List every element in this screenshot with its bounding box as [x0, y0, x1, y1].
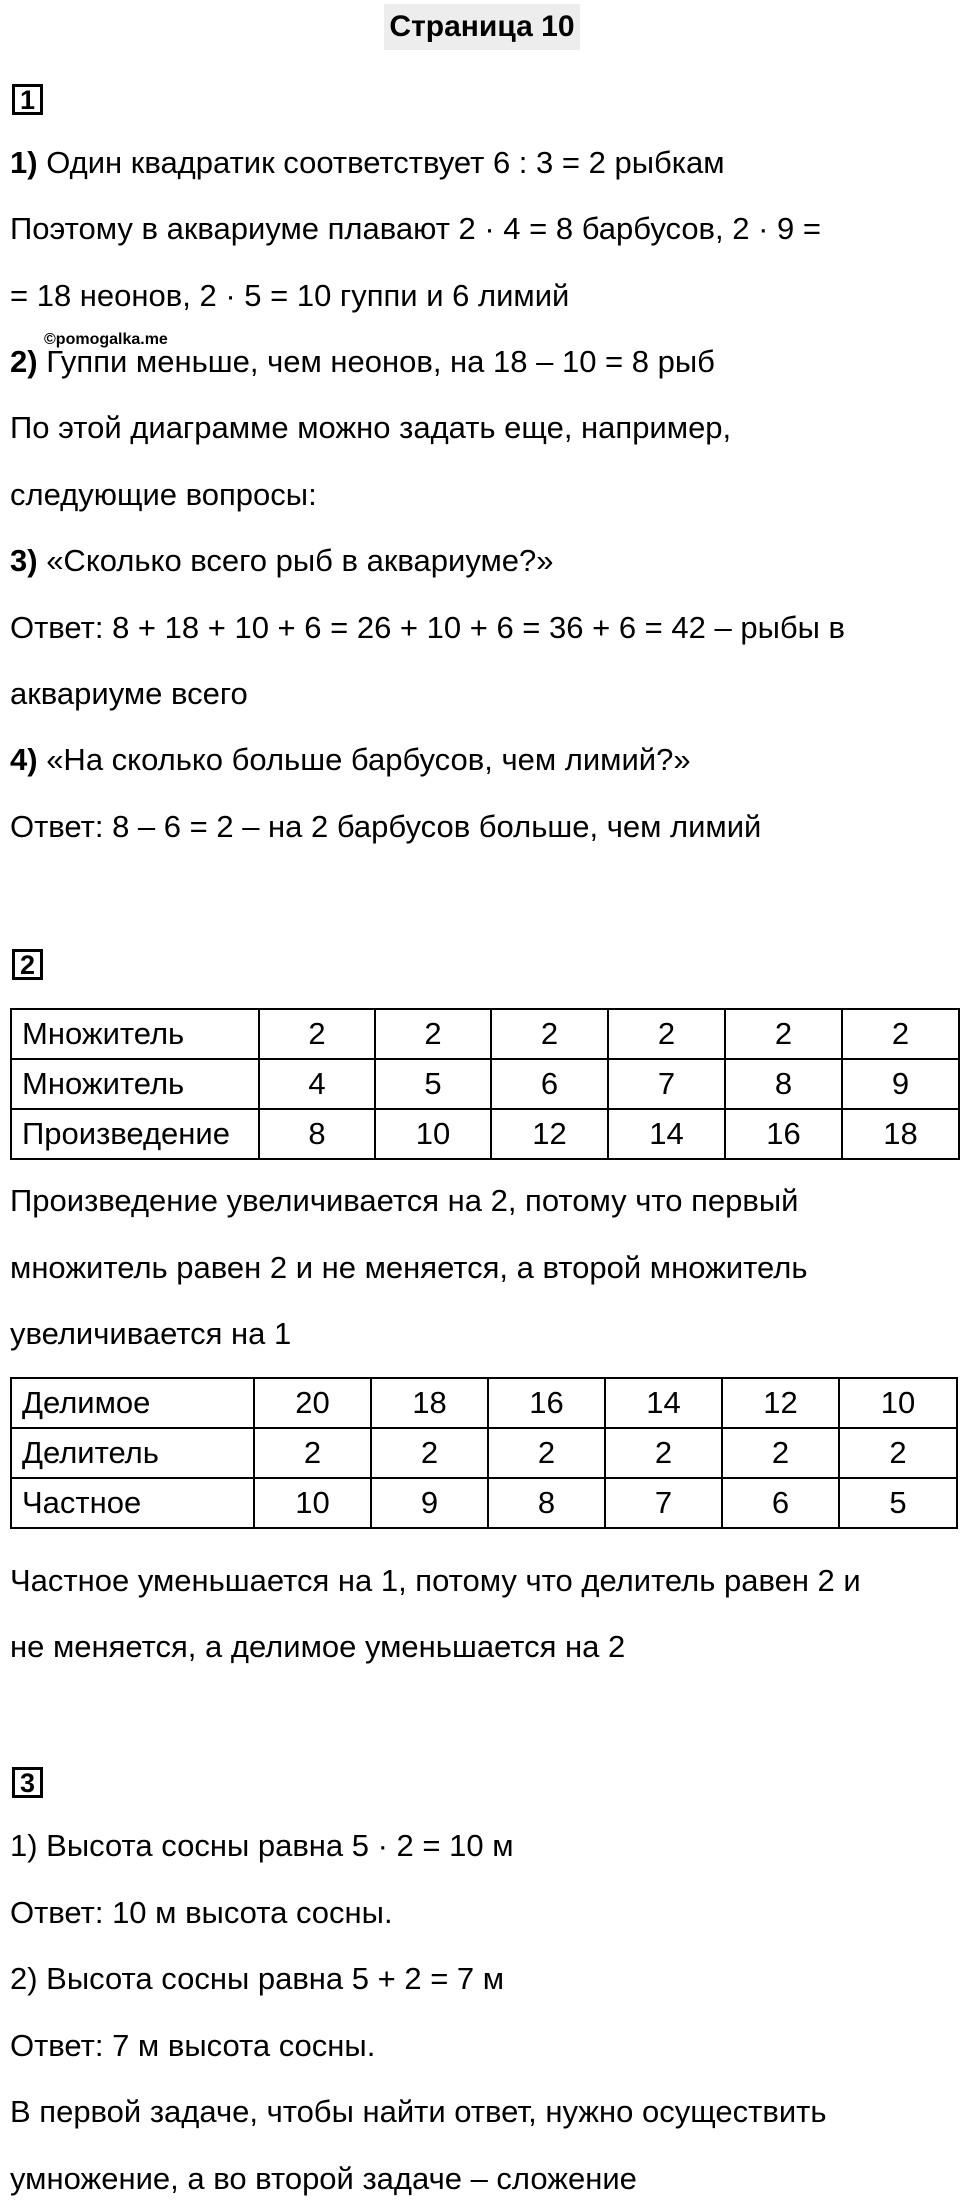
row-header: Множитель — [11, 1059, 259, 1109]
table-cell: 5 — [839, 1478, 957, 1528]
task2-text1-line-1: Произведение увеличивается на 2, потому что первый — [10, 1183, 799, 1218]
table-cell: 18 — [371, 1378, 488, 1428]
table-row — [11, 1478, 957, 1528]
task2-text2-line-1: Частное уменьшается на 1, потому что делитель равен 2 и — [10, 1563, 861, 1598]
table-cell: 2 — [839, 1428, 957, 1478]
table-cell: 12 — [722, 1378, 839, 1428]
row-header: Произведение — [11, 1109, 259, 1159]
multiplication-table — [10, 1008, 960, 1160]
table-cell: 2 — [375, 1009, 491, 1059]
task2-text1-line-3: увеличивается на 1 — [10, 1316, 292, 1351]
task1-line-3: = 18 неонов, 2 · 5 = 10 гуппи и 6 лимий — [10, 278, 570, 313]
table-cell: 8 — [259, 1109, 375, 1159]
table-cell: 2 — [488, 1428, 605, 1478]
task2-text1-line-2: множитель равен 2 и не меняется, а второй множитель — [10, 1250, 808, 1285]
item-number: 2) — [10, 344, 38, 379]
table-cell: 7 — [605, 1478, 722, 1528]
table-cell: 10 — [254, 1478, 371, 1528]
table-cell: 8 — [725, 1059, 842, 1109]
table-cell: 18 — [842, 1109, 959, 1159]
table-cell: 12 — [491, 1109, 608, 1159]
table-row — [11, 1009, 959, 1059]
table-cell: 2 — [491, 1009, 608, 1059]
line-text: «Сколько всего рыб в аквариуме?» — [37, 543, 554, 578]
task1-line-5: По этой диаграмме можно задать еще, например, — [10, 410, 732, 445]
task3-line-1: 1) Высота сосны равна 5 · 2 = 10 м — [10, 1828, 514, 1863]
table-row — [11, 1428, 957, 1478]
table-cell: 2 — [722, 1428, 839, 1478]
table-cell: 4 — [259, 1059, 375, 1109]
task1-line-7 — [10, 541, 554, 581]
table-row — [11, 1059, 959, 1109]
table-cell: 9 — [842, 1059, 959, 1109]
table-cell: 7 — [608, 1059, 725, 1109]
row-header: Делимое — [11, 1378, 254, 1428]
table-cell: 10 — [839, 1378, 957, 1428]
row-header: Множитель — [11, 1009, 259, 1059]
task3-line-3: 2) Высота сосны равна 5 + 2 = 7 м — [10, 1961, 505, 1996]
table-cell: 5 — [375, 1059, 491, 1109]
task1-line-8: Ответ: 8 + 18 + 10 + 6 = 26 + 10 + 6 = 36 + 6 = 42 – рыбы в — [10, 610, 845, 645]
task-number-3: 3 — [12, 1767, 43, 1798]
table-cell: 2 — [254, 1428, 371, 1478]
table-cell: 10 — [375, 1109, 491, 1159]
task3-line-4: Ответ: 7 м высота сосны. — [10, 2028, 376, 2063]
table-row — [11, 1109, 959, 1159]
task3-line-5: В первой задаче, чтобы найти ответ, нужно осуществить — [10, 2094, 827, 2129]
page-title: Страница 10 — [384, 4, 580, 50]
task1-line-9: аквариуме всего — [10, 676, 248, 711]
table-cell: 2 — [371, 1428, 488, 1478]
table-cell: 2 — [608, 1009, 725, 1059]
task2-text2-line-2: не меняется, а делимое уменьшается на 2 — [10, 1629, 626, 1664]
item-number: 3) — [10, 543, 38, 578]
item-number: 4) — [10, 742, 38, 777]
task3-line-6: умножение, а во второй задаче – сложение — [10, 2161, 637, 2196]
task1-line-2: Поэтому в аквариуме плавают 2 · 4 = 8 барбусов, 2 · 9 = — [10, 211, 821, 246]
table-cell: 16 — [488, 1378, 605, 1428]
task-number-2: 2 — [12, 949, 43, 980]
task1-line-10 — [10, 740, 691, 780]
table-cell: 6 — [722, 1478, 839, 1528]
table-cell: 2 — [725, 1009, 842, 1059]
table-cell: 8 — [488, 1478, 605, 1528]
table-cell: 14 — [605, 1378, 722, 1428]
row-header: Частное — [11, 1478, 254, 1528]
task-number-1: 1 — [12, 84, 43, 115]
line-text: Гуппи меньше, чем неонов, на 18 – 10 = 8 рыб — [37, 344, 715, 379]
task1-line-11: Ответ: 8 – 6 = 2 – на 2 барбусов больше, чем лимий — [10, 809, 762, 844]
row-header: Делитель — [11, 1428, 254, 1478]
task3-line-2: Ответ: 10 м высота сосны. — [10, 1895, 393, 1930]
task1-line-4 — [10, 342, 715, 382]
division-table — [10, 1377, 958, 1529]
task1-line-1 — [10, 143, 725, 183]
table-cell: 2 — [605, 1428, 722, 1478]
task1-line-6: следующие вопросы: — [10, 477, 317, 512]
table-cell: 16 — [725, 1109, 842, 1159]
table-cell: 20 — [254, 1378, 371, 1428]
table-cell: 2 — [842, 1009, 959, 1059]
line-text: Один квадратик соответствует 6 : 3 = 2 рыбкам — [37, 145, 725, 180]
table-row — [11, 1378, 957, 1428]
table-cell: 6 — [491, 1059, 608, 1109]
table-cell: 9 — [371, 1478, 488, 1528]
line-text: «На сколько больше барбусов, чем лимий?» — [37, 742, 691, 777]
table-cell: 2 — [259, 1009, 375, 1059]
table-cell: 14 — [608, 1109, 725, 1159]
item-number: 1) — [10, 145, 38, 180]
watermark: ©pomogalka.me — [44, 331, 168, 348]
